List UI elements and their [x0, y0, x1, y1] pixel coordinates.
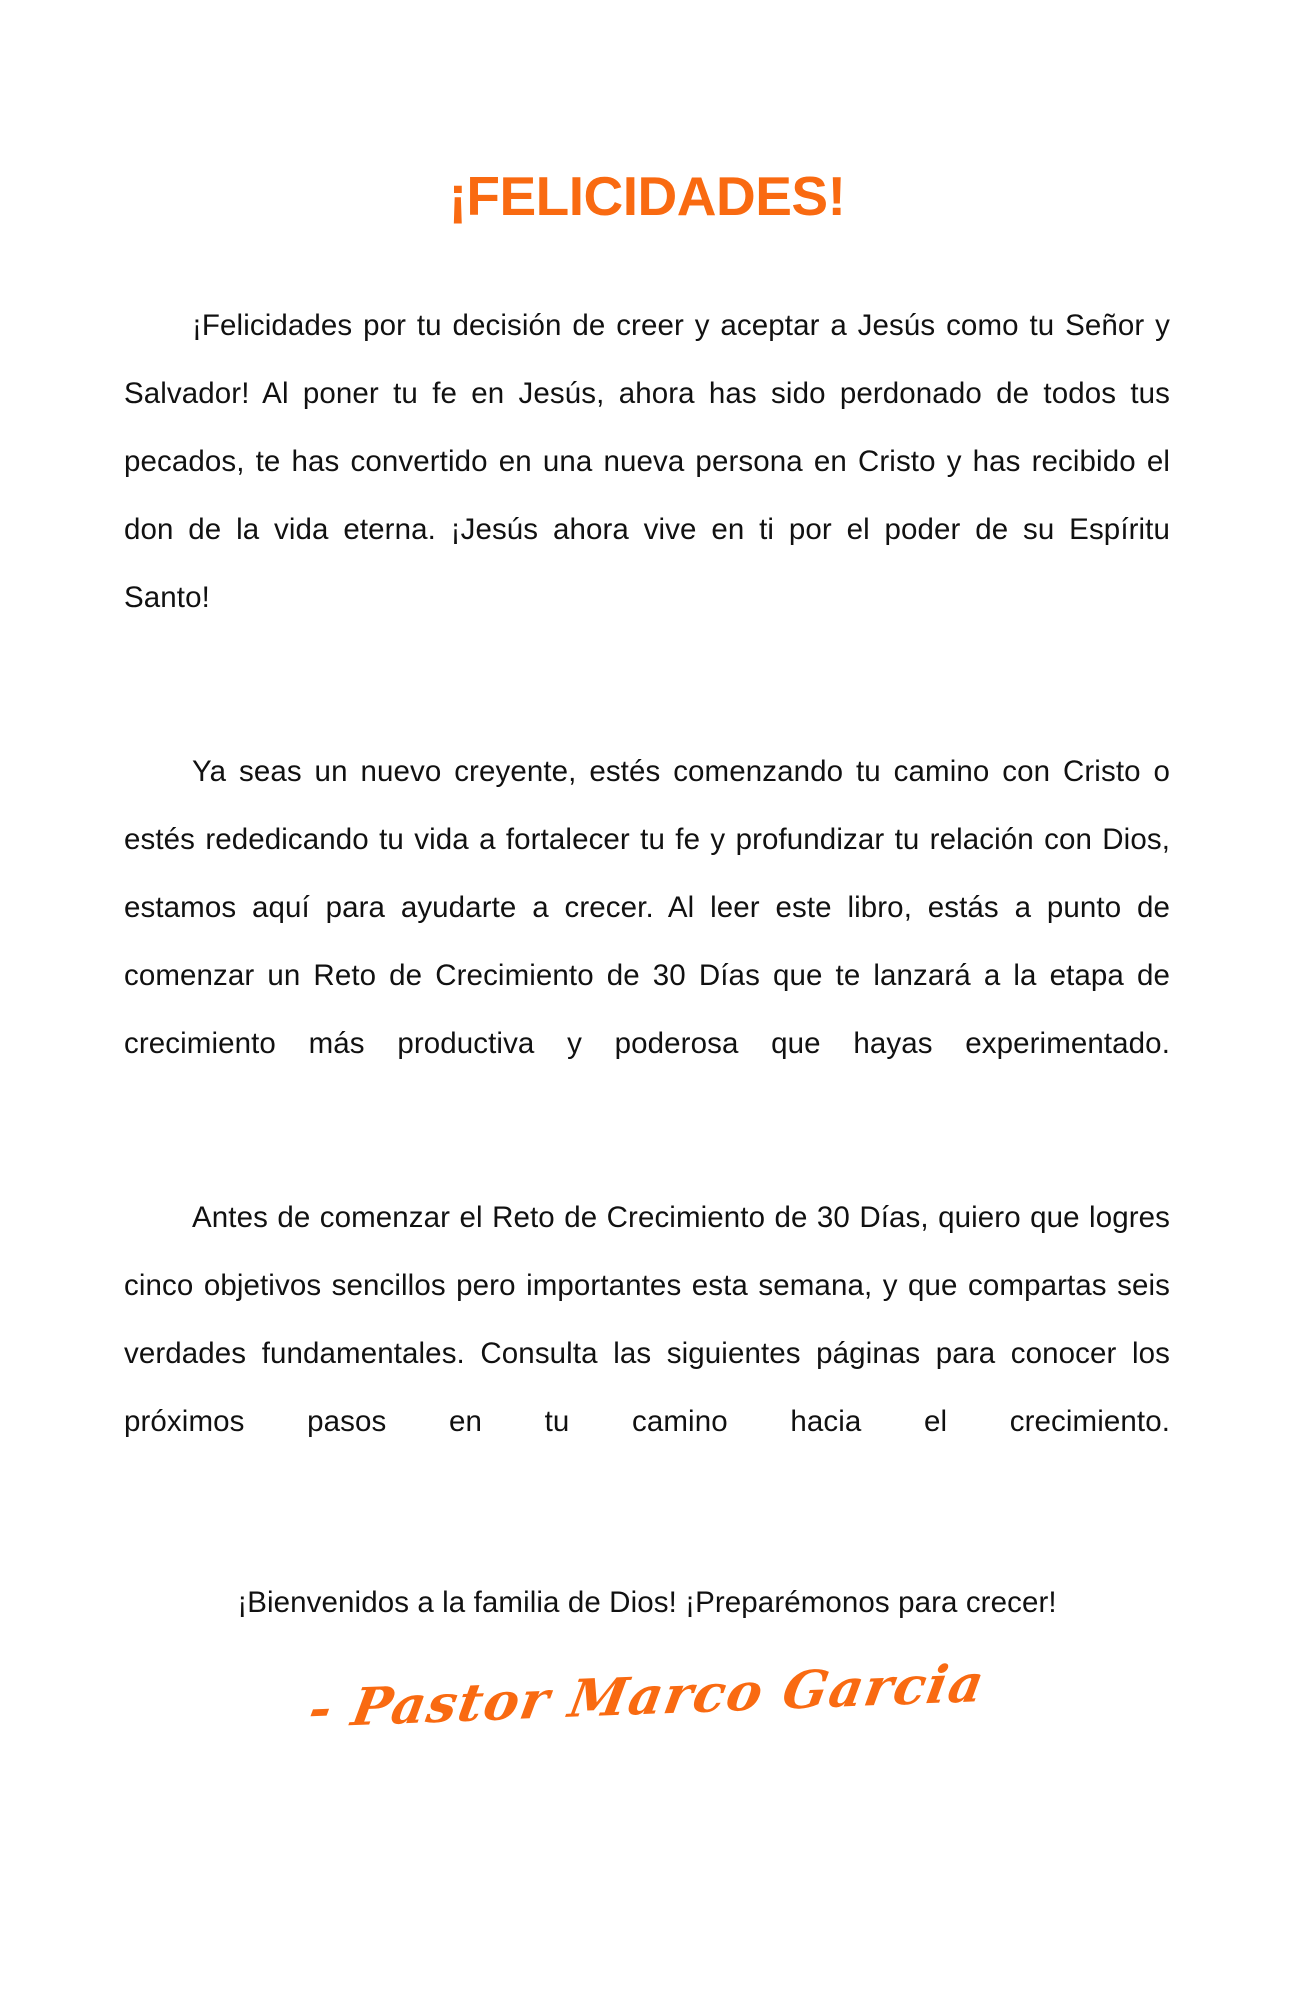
page-title: ¡FELICIDADES!: [448, 165, 846, 227]
signature-pastor-marco-garcia: - Pastor Marco Garcia: [304, 1652, 990, 1740]
body-text-block: [124, 292, 1170, 1524]
paragraph-3: Antes de comenzar el Reto de Crecimiento de 30 Días, quiero que logres cinco objetivos sencillos pero importantes esta semana, y que compartas seis verdades fundamentales. Consulta las siguientes páginas para conocer los próximos pasos en tu camino hacia el crecimiento.: [124, 1200, 1170, 1438]
paragraph-1: ¡Felicidades por tu decisión de creer y aceptar a Jesús como tu Señor y Salvador! Al poner tu fe en Jesús, ahora has sido perdonado de todos tus pecados, te has convertido en una nueva persona en Cristo y has recibido el don de la vida eterna. ¡Jesús ahora vive en ti por el poder de su Espíritu Santo!: [124, 308, 1170, 614]
signature-block: [124, 1652, 1170, 1781]
closing-line: ¡Bienvenidos a la familia de Dios! ¡Preparémonos para crecer!: [237, 1585, 1057, 1619]
paragraph-2: Ya seas un nuevo creyente, estés comenzando tu camino con Cristo o estés rededicando tu vida a fortalecer tu fe y profundizar tu relación con Dios, estamos aquí para ayudarte a crecer. Al leer este libro, estás a punto de comenzar un Reto de Crecimiento de 30 Días que te lanzará a la etapa de crecimiento más productiva y poderosa que hayas experimentado.: [124, 754, 1170, 1060]
page-content: [124, 0, 1170, 2000]
